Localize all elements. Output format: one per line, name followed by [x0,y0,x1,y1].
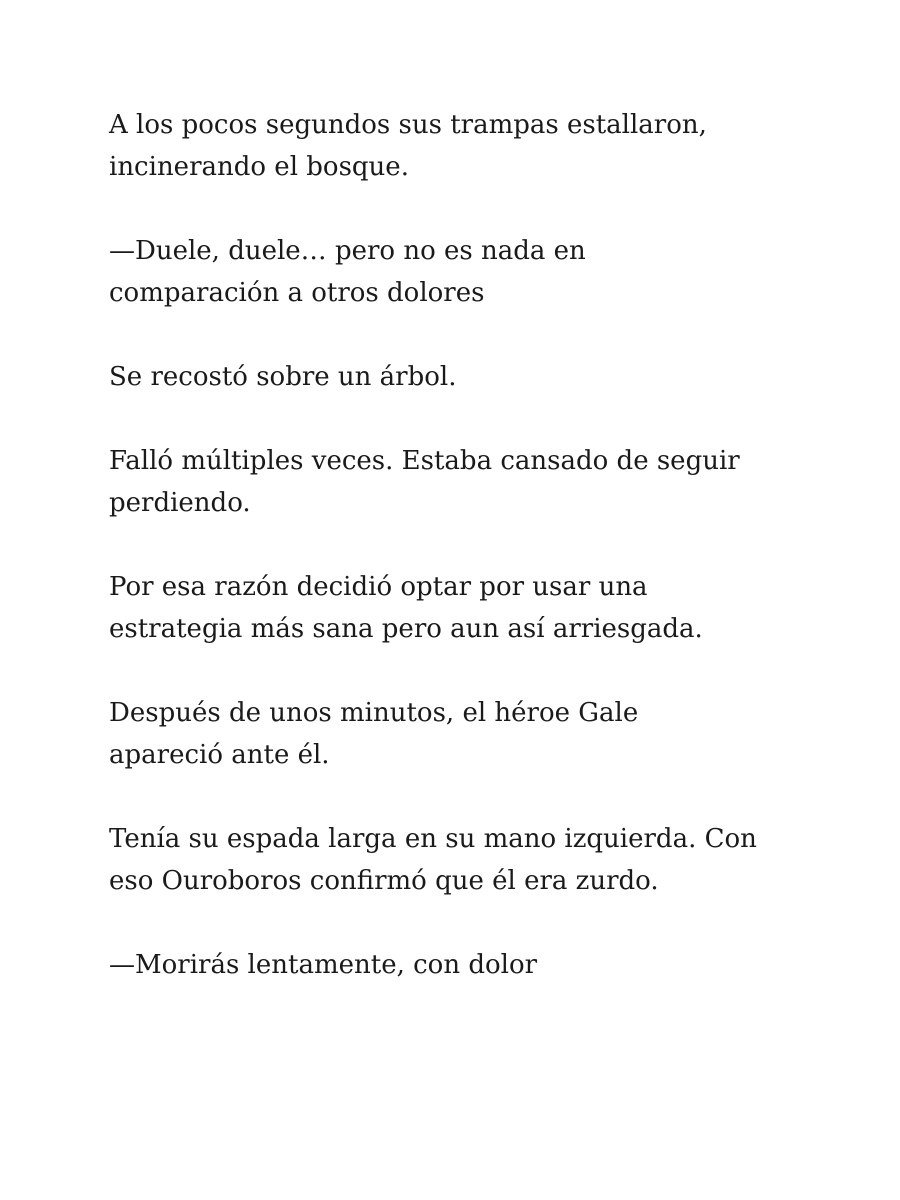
text-line: estrategia más sana pero aun así arriesgada. [109,614,703,644]
text-line: perdiendo. [109,488,251,518]
paragraph-2 [109,230,829,314]
paragraph-7 [109,818,829,902]
paragraph-8 [109,944,829,986]
dialogue-line: —Duele, duele… pero no es nada en [109,236,586,266]
text-line: Por esa razón decidió optar por usar una [109,572,648,602]
dialogue-line: comparación a otros dolores [109,278,485,308]
paragraph-6 [109,692,829,776]
text-line: Falló múltiples veces. Estaba cansado de seguir [109,446,740,476]
paragraph-4 [109,440,829,524]
document-page [109,104,829,1028]
text-line: Después de unos minutos, el héroe Gale [109,698,639,728]
text-line: Se recostó sobre un árbol. [109,362,457,392]
paragraph-3 [109,356,829,398]
text-line: apareció ante él. [109,740,330,770]
dialogue-line: —Morirás lentamente, con dolor [109,950,538,980]
text-line: eso Ouroboros confirmó que él era zurdo. [109,866,659,896]
text-line: A los pocos segundos sus trampas estallaron, [109,110,707,140]
text-line: incinerando el bosque. [109,152,409,182]
paragraph-5 [109,566,829,650]
paragraph-1 [109,104,829,188]
text-line: Tenía su espada larga en su mano izquierda. Con [109,824,757,854]
